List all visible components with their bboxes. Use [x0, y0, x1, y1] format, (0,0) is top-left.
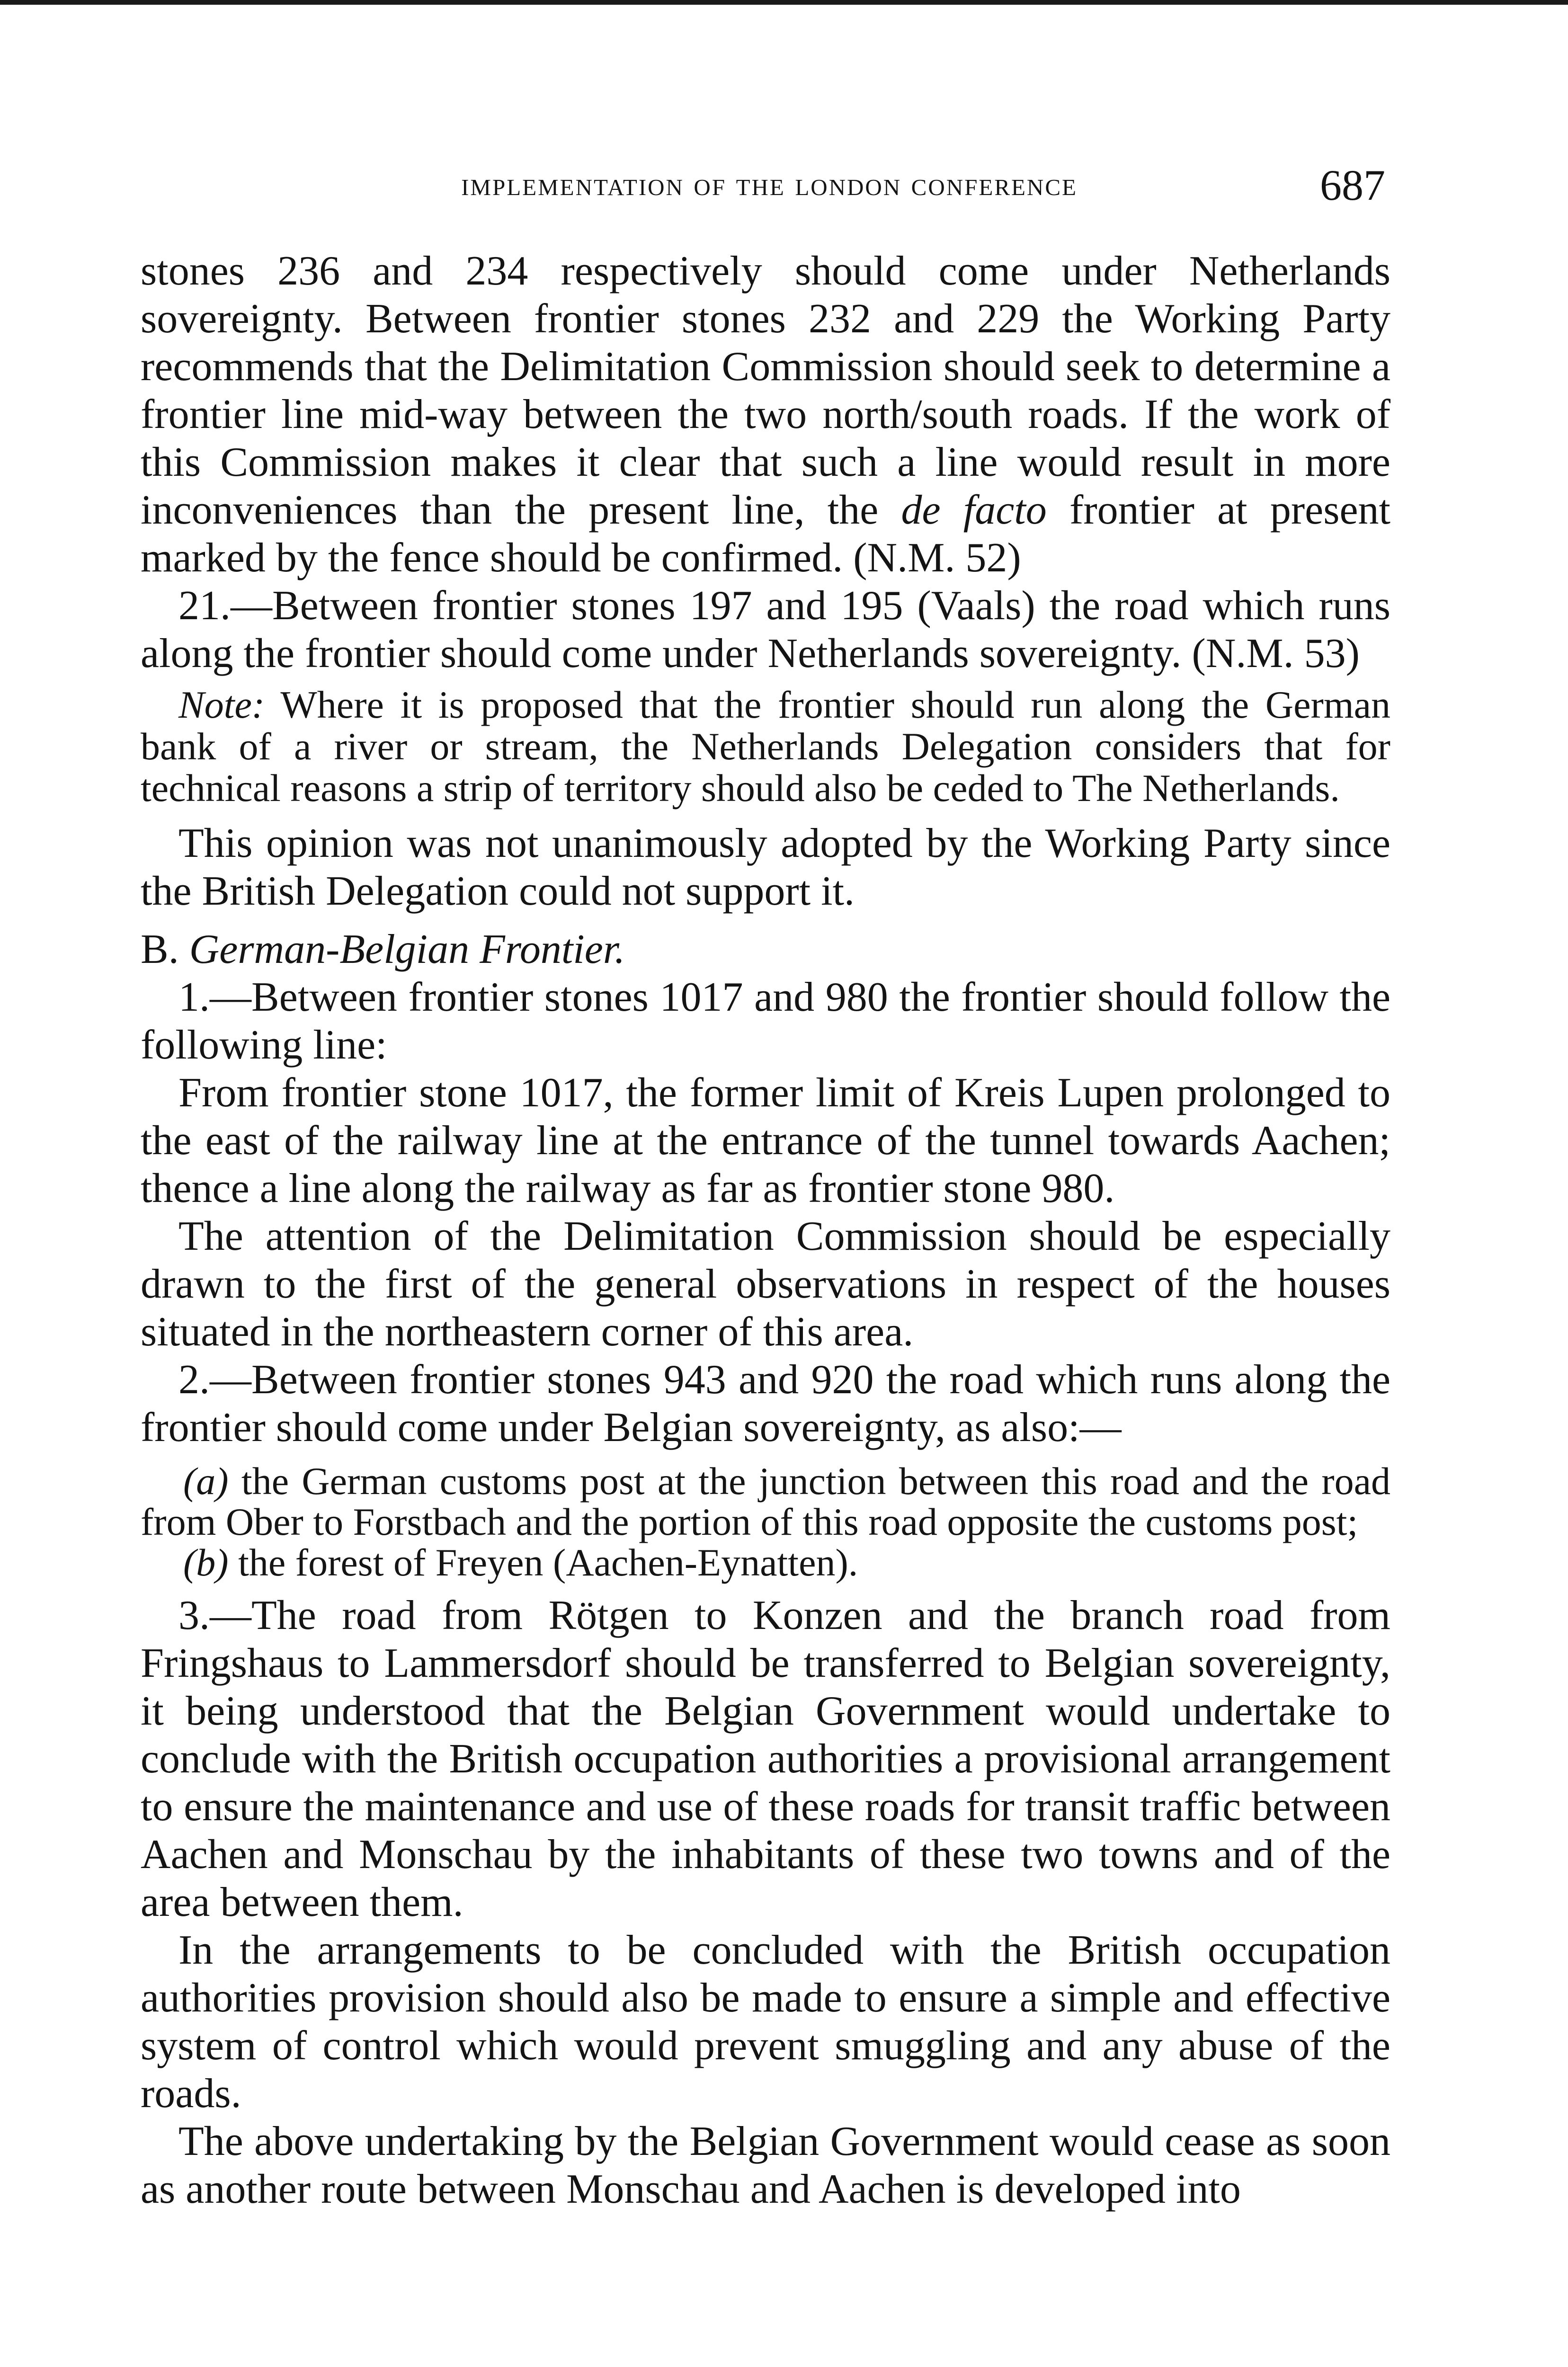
sub-item-a-text: the German customs post at the junction between this road and the road from Ober to Forstbach and the portion of this road opposite the customs post;	[141, 1459, 1390, 1543]
page-number: 687	[1320, 161, 1385, 209]
italic-phrase: de facto	[901, 487, 1047, 533]
sub-item-a-label: (a)	[183, 1459, 229, 1503]
paragraph-continued	[141, 247, 1390, 582]
top-edge-rule	[0, 0, 1568, 5]
sub-item-a	[141, 1461, 1390, 1542]
paragraph-text: stones 236 and 234 respectively should come under Netherlands sovereignty. Between frontier stones 232 and 229 the Working Party recommends that the Delimitation Commission should seek to determine a frontier line mid-way between the two north/south roads. If the work of this Commission makes it clear that such a line would result in more inconveniences than the present line, the	[141, 248, 1390, 533]
note-text: Where it is proposed that the frontier should run along the German bank of a river or stream, the Netherlands Delegation considers that for technical reasons a strip of territory should also be ceded to The Netherlands.	[141, 683, 1390, 810]
section-heading	[141, 925, 1390, 973]
paragraph-item-3: 3.—The road from Rötgen to Konzen and the branch road from Fringshaus to Lammersdorf should be transferred to Belgian sovereignty, it being understood that the Belgian Government would undertake to conclude with the British occupation authorities a provisional arrangement to ensure the maintenance and use of these roads for transit traffic between Aachen and Monschau by the inhabitants of these two towns and of the area between them.	[141, 1593, 1390, 1925]
note-label: Note:	[178, 683, 265, 726]
running-head: implementation of the london conference	[461, 166, 1078, 203]
sub-item-b-label: (b)	[183, 1541, 229, 1584]
sub-item-b	[141, 1542, 1390, 1583]
paragraph-arrangements: In the arrangements to be concluded with the British occupation authorities provision should also be made to ensure a simple and effective system of control which would prevent smuggling and any abuse of the roads.	[141, 1927, 1390, 2117]
section-title: German-Belgian Frontier.	[189, 926, 625, 972]
sub-item-b-text: the forest of Freyen (Aachen-Eynatten).	[228, 1541, 858, 1584]
paragraph-text-end: frontier at present marked by the fence should be confirmed. (N.M. 52)	[141, 487, 1390, 581]
body-text	[141, 247, 1390, 2213]
paragraph-item-2: 2.—Between frontier stones 943 and 920 the road which runs along the frontier should come under Belgian sovereignty, as also:—	[141, 1357, 1390, 1450]
paragraph-item-21: 21.—Between frontier stones 197 and 195 (Vaals) the road which runs along the frontier should come under Netherlands sovereignty. (N.M. 53)	[141, 583, 1390, 676]
paragraph-line-description: From frontier stone 1017, the former limit of Kreis Lupen prolonged to the east of the railway line at the entrance of the tunnel towards Aachen; thence a line along the railway as far as frontier stone 980.	[141, 1070, 1390, 1211]
paragraph-undertaking: The above undertaking by the Belgian Government would cease as soon as another route between Monschau and Aachen is developed into	[141, 2118, 1390, 2212]
paragraph-attention: The attention of the Delimitation Commission should be especially drawn to the first of the general observations in respect of the houses situated in the northeastern corner of this area.	[141, 1213, 1390, 1355]
note-paragraph	[141, 684, 1390, 809]
paragraph-opinion: This opinion was not unanimously adopted by the Working Party since the British Delegation could not support it.	[141, 820, 1390, 914]
section-letter: B.	[141, 926, 189, 972]
paragraph-item-1: 1.—Between frontier stones 1017 and 980 the frontier should follow the following line:	[141, 974, 1390, 1068]
